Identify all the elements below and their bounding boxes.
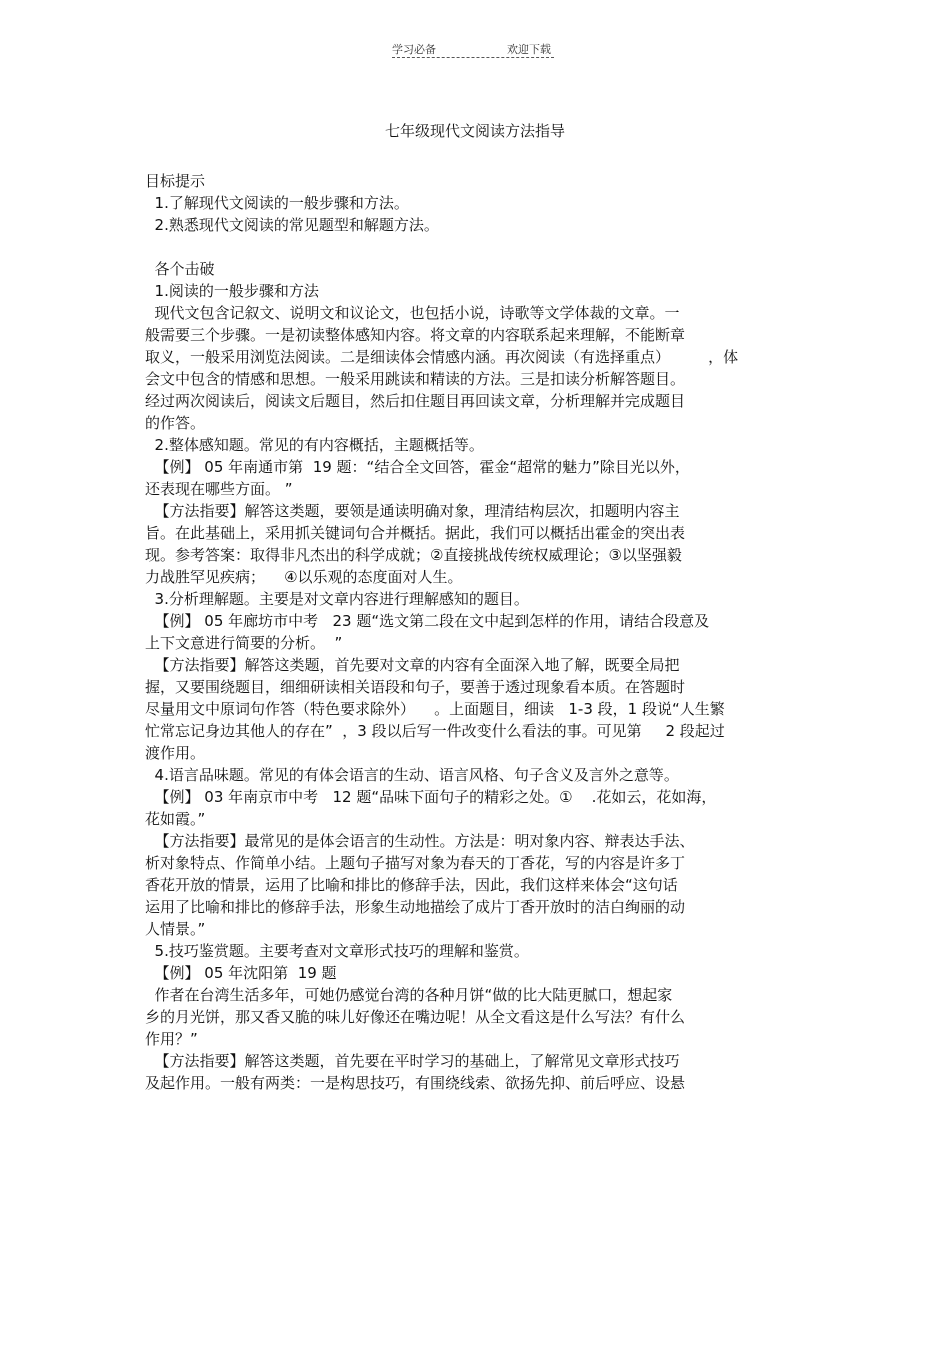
body-line: 【方法指要】解答这类题，要领是通读明确对象，理清结构层次，扣题明内容主 [145,502,680,520]
body-line: 【方法指要】解答这类题，首先要对文章的内容有全面深入地了解，既要全局把 [145,656,680,674]
body-line: 旨。在此基础上，采用抓关键词句合并概括。据此，我们可以概括出霍金的突出表 [145,524,686,542]
body-line: 析对象特点、作简单小结。上题句子描写对象为春天的丁香花，写的内容是许多丁 [145,854,686,872]
body-line: 现代文包含记叙文、说明文和议论文，也包括小说，诗歌等文学体裁的文章。一 [145,304,680,322]
body-line: 3.分析理解题。主要是对文章内容进行理解感知的题目。 [145,590,529,608]
body-line: 及起作用。一般有两类：一是构思技巧，有围绕线索、欲扬先抑、前后呼应、设悬 [145,1074,686,1092]
body-line: 运用了比喻和排比的修辞手法，形象生动地描绘了成片丁香开放时的洁白绚丽的动 [145,898,686,916]
body-line: 握，又要围绕题目，细细研读相关语段和句子，要善于透过现象看本质。在答题时 [145,678,686,696]
body-line: 作者在台湾生活多年，可她仍感觉台湾的各种月饼“做的比大陆更腻口，想起家 [145,986,673,1004]
body-line: 力战胜罕见疾病； ④以乐观的态度面对人生。 [145,568,463,586]
body-line: 忙常忘记身边其他人的存在” ，3 段以后写一件改变什么看法的事。可见第 2 段起过 [145,722,725,740]
document-title: 七年级现代文阅读方法指导 [384,122,565,140]
body-line: 还表现在哪些方面。 ” [145,480,293,498]
page-header [0,40,950,60]
body-line: 般需要三个步骤。一是初读整体感知内容。将文章的内容联系起来理解，不能断章 [145,326,686,344]
body-line: 【方法指要】最常见的是体会语言的生动性。方法是：明对象内容、辩表达手法、 [145,832,695,850]
body-line: 作用？” [145,1030,198,1048]
body-line: 【例】 05 年廊坊市中考 23 题“选文第二段在文中起到怎样的作用，请结合段意及 [145,612,710,630]
body-line: 现。参考答案：取得非凡杰出的科学成就；②直接挑战传统权威理论；③以坚强毅 [145,546,682,564]
body-line: 1.了解现代文阅读的一般步骤和方法。 [145,194,409,212]
body-line: 5.技巧鉴赏题。主要考查对文章形式技巧的理解和鉴赏。 [145,942,529,960]
header-left-text: 学习必备 [392,43,436,56]
header-rule [392,57,554,58]
body-line: 1.阅读的一般步骤和方法 [145,282,319,300]
body-line: 尽量用文中原词句作答（特色要求除外） 。上面题目，细读 1-3 段，1 段说“人生繁 [145,700,725,718]
body-line: 香花开放的情景，运用了比喻和排比的修辞手法，因此，我们这样来体会“这句话 [145,876,678,894]
body-line: 【例】 05 年沈阳第 19 题 [145,964,337,982]
body-line: 各个击破 [145,260,215,278]
body-line: 2.整体感知题。常见的有内容概括，主题概括等。 [145,436,484,454]
body-line: 取义，一般采用浏览法阅读。二是细读体会情感内涵。再次阅读（有选择重点） ，体 [145,348,739,366]
body-line: 的作答。 [145,414,206,432]
body-line: 目标提示 [145,172,206,190]
body-line: 会文中包含的情感和思想。一般采用跳读和精读的方法。三是扣读分析解答题目。 [145,370,686,388]
document-body [145,170,825,1094]
body-line: 【方法指要】解答这类题，首先要在平时学习的基础上，了解常见文章形式技巧 [145,1052,680,1070]
body-line: 人情景。” [145,920,206,938]
body-line: 2.熟悉现代文阅读的常见题型和解题方法。 [145,216,439,234]
body-line: 【例】 03 年南京市中考 12 题“品味下面句子的精彩之处。① .花如云，花如海， [145,788,717,806]
body-line [145,236,825,258]
body-line: 上下文意进行简要的分析。 ” [145,634,343,652]
body-line: 花如霞。” [145,810,206,828]
body-line: 【例】 05 年南通市第 19 题：“结合全文回答，霍金“超常的魅力”除目光以外， [145,458,690,476]
header-right-text: 欢迎下载 [507,43,551,56]
body-line: 经过两次阅读后，阅读文后题目，然后扣住题目再回读文章，分析理解并完成题目 [145,392,686,410]
body-line: 乡的月光饼，那又香又脆的味儿好像还在嘴边呢！从全文看这是什么写法？有什么 [145,1008,686,1026]
body-line: 4.语言品味题。常见的有体会语言的生动、语言风格、句子含义及言外之意等。 [145,766,679,784]
body-line: 渡作用。 [145,744,206,762]
